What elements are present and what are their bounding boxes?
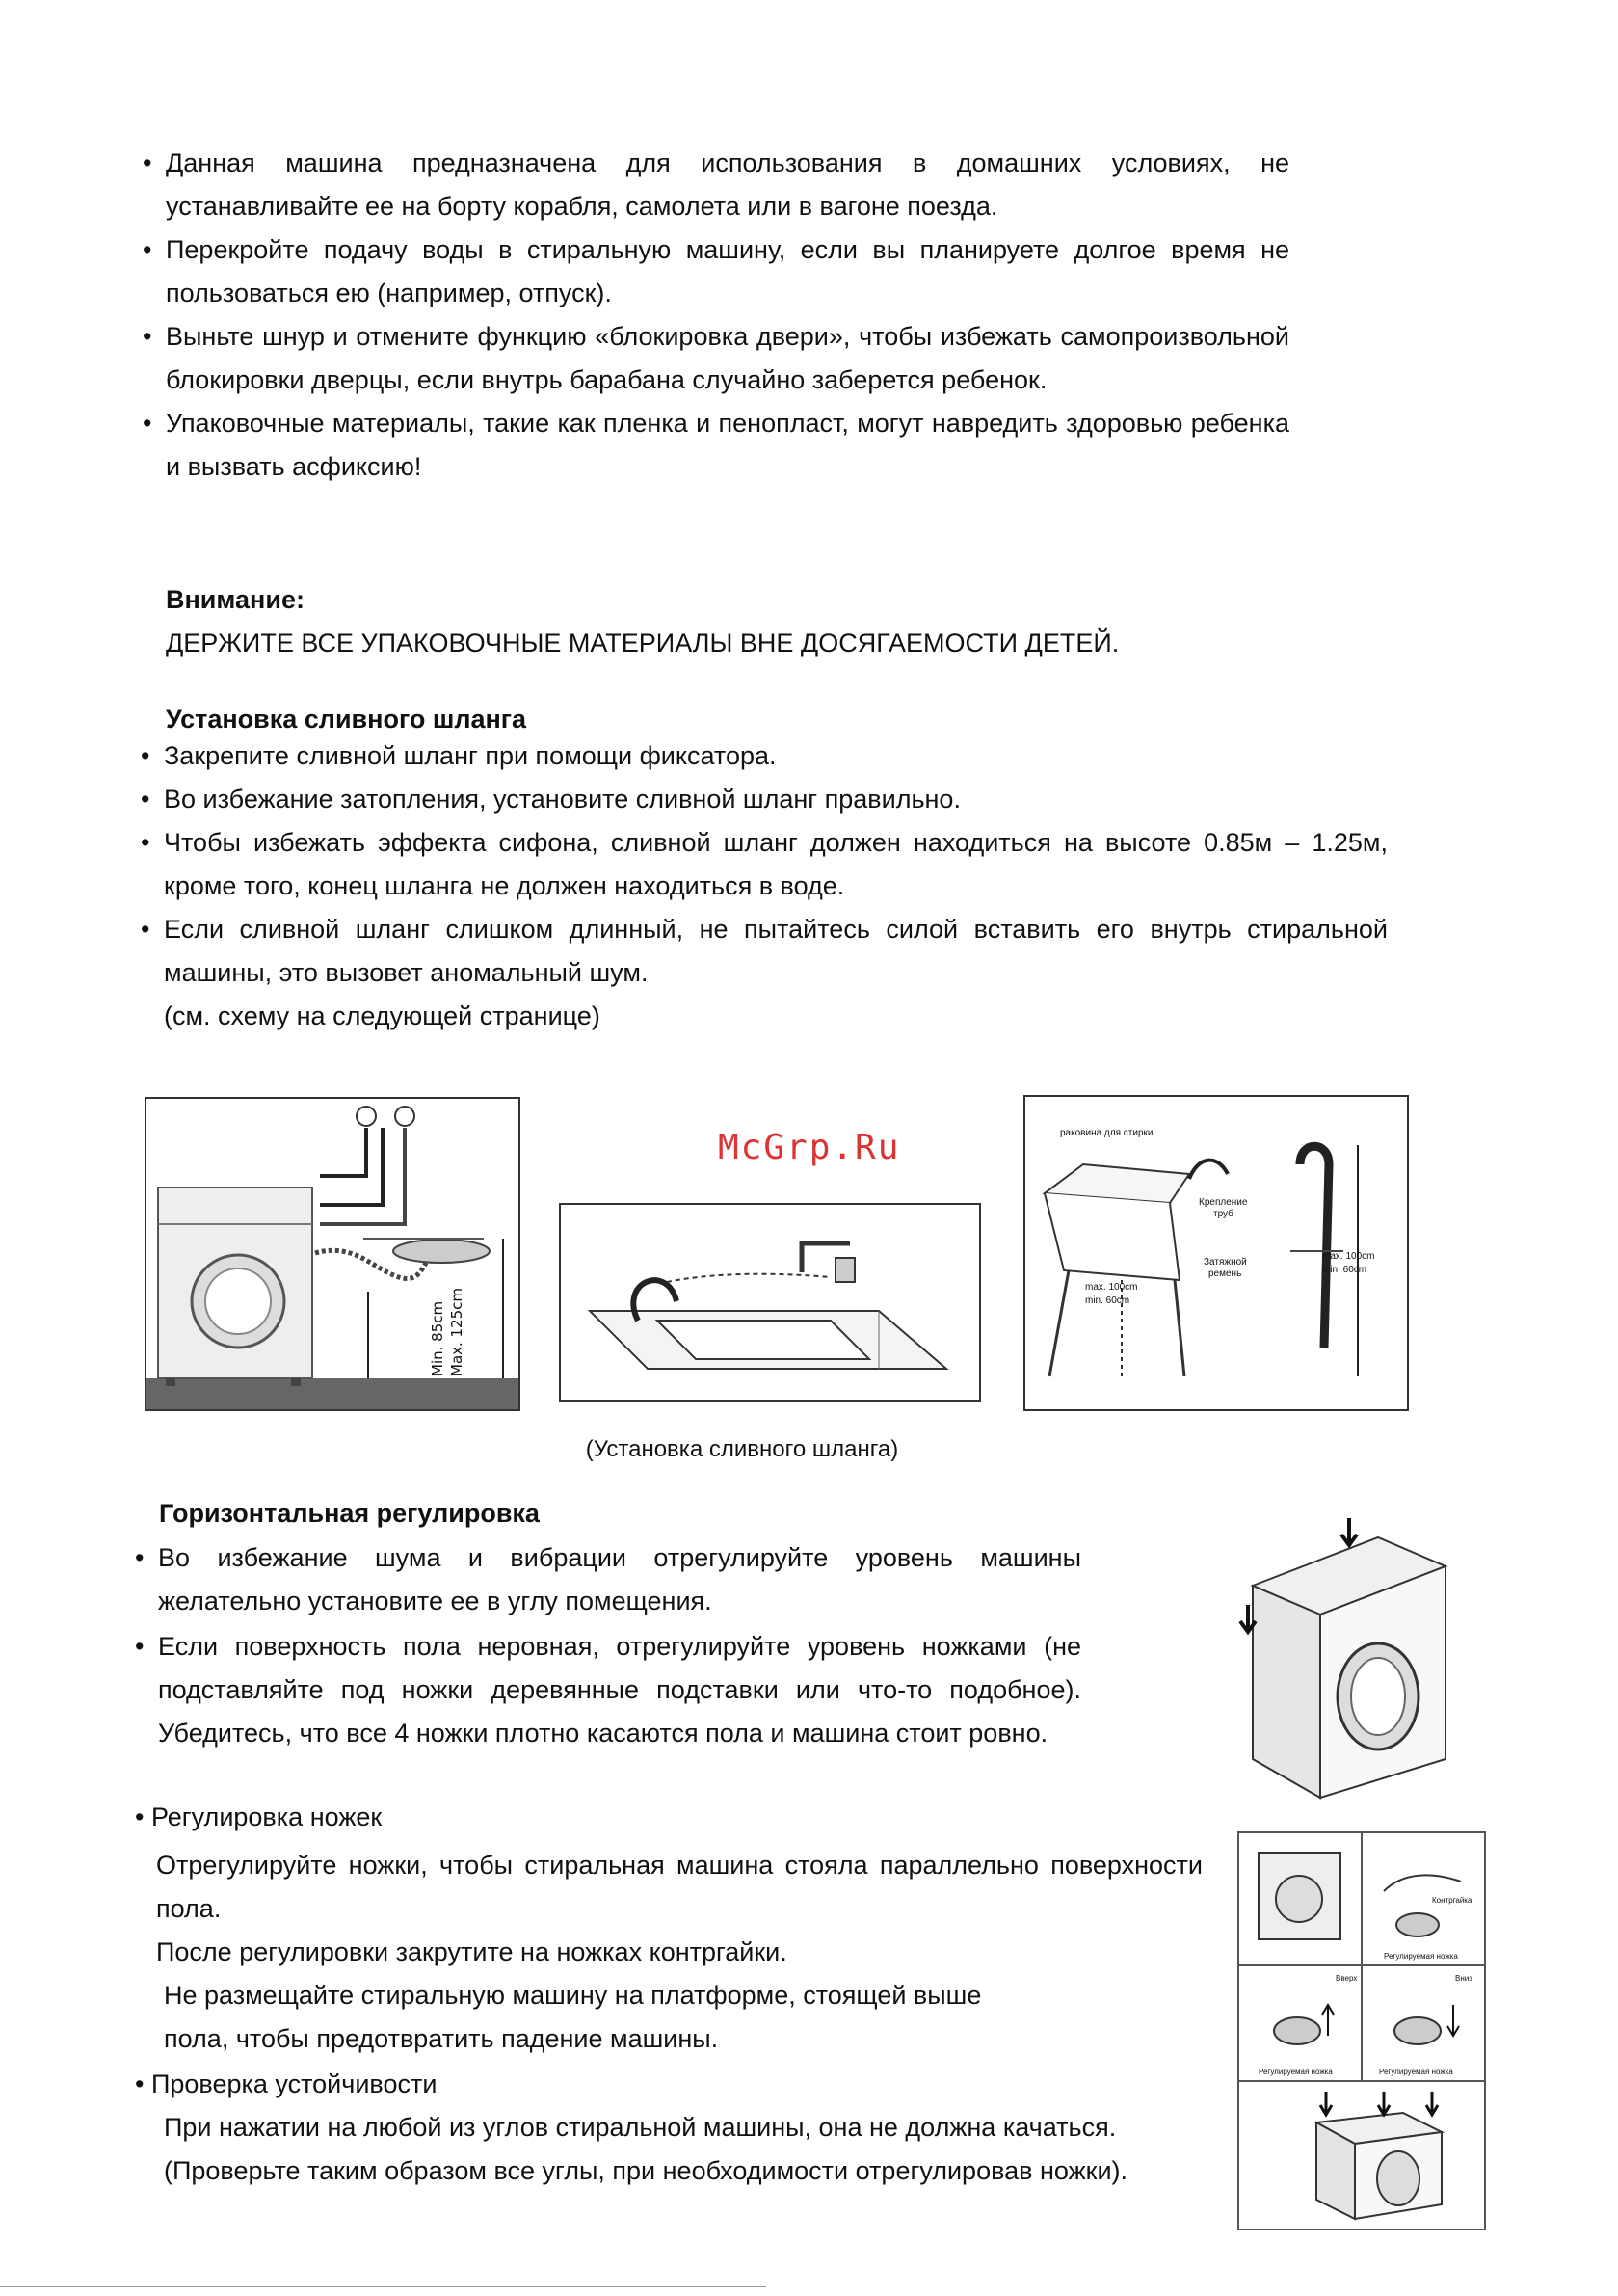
level-section-title: Горизонтальная регулировка (159, 1499, 540, 1528)
bullet-icon: • (135, 1543, 145, 1572)
max-height-label: Max. 125cm (448, 1287, 465, 1376)
feet-text-1: Отрегулируйте ножки, чтобы стиральная машина стояла параллельно поверхности пола. (156, 1851, 1203, 1923)
warning-text: ДЕРЖИТЕ ВСЕ УПАКОВОЧНЫЕ МАТЕРИАЛЫ ВНЕ ДОСЯГАЕМОСТИ ДЕТЕЙ. (166, 628, 1120, 657)
hose-section-title: Установка сливного шланга (166, 705, 527, 734)
list-item: • Если сливной шланг слишком длинный, не пытайтесь силой вставить его внутрь стиральной машины, это вызовет аномальный шум. (141, 908, 1388, 995)
sink-label: раковина для стирки (1060, 1128, 1154, 1138)
figure-sink-hook (559, 1203, 981, 1402)
hose-note: (см. схему на следующей странице) (164, 1001, 600, 1030)
pipe-mount-label: Крепление (1199, 1197, 1248, 1208)
bullet-icon: • (135, 2069, 145, 2098)
bullet-icon: • (135, 1802, 145, 1831)
list-item: • Во избежание шума и вибрации отрегулируйте уровень машины желательно установите ее в углу помещения. (135, 1536, 1081, 1623)
foot-adjust-illustration (1239, 1833, 1484, 2229)
machine-level-illustration (1224, 1508, 1455, 1817)
bullet-icon: • (143, 322, 152, 351)
warning-block (166, 578, 1322, 665)
list-item: • Если поверхность пола неровная, отрегулируйте уровень ножками (не подставляйте под ножки деревянные подставки или что-то подобное). Убедитесь, что все 4 ножки плотно касаются пола и машина стоит ровно. (135, 1625, 1081, 1755)
warning-title: Внимание: (166, 585, 305, 614)
feet-text-3: Не размещайте стиральную машину на платформе, стоящей выше (164, 1981, 982, 2010)
standpipe-max-label: max. 100cm (1322, 1251, 1375, 1262)
feet-title-row (135, 1796, 382, 1839)
strap-label-2: ремень (1208, 1268, 1242, 1279)
bullet-icon: • (143, 409, 152, 438)
stability-title: Проверка устойчивости (150, 2069, 438, 2098)
level-list (135, 1536, 1081, 1755)
tub-max-label: max. 100cm (1085, 1282, 1138, 1293)
adjustable-foot-label: Регулируемая ножка (1384, 1952, 1458, 1961)
stability-text-2: (Проверьте таким образом все углы, при необходимости отрегулировав ножки). (164, 2156, 1128, 2185)
figure-laundry-tub (1023, 1095, 1409, 1411)
figure-hose-height (145, 1097, 520, 1411)
list-item: • Упаковочные материалы, такие как пленка и пенопласт, могут навредить здоровью ребенка и вызвать асфиксию! (143, 402, 1289, 489)
stability-text-1: При нажатии на любой из углов стиральной машины, она не должна качаться. (164, 2113, 1117, 2142)
bullet-icon: • (141, 741, 150, 770)
bullet-icon: • (143, 148, 152, 177)
hose-height-illustration (146, 1099, 518, 1409)
watermark: McGrp.Ru (718, 1128, 901, 1167)
bullet-icon: • (135, 1632, 145, 1661)
sink-illustration (561, 1205, 979, 1400)
hose-list (141, 734, 1388, 1038)
bullet-icon: • (143, 235, 152, 264)
bullet-icon: • (141, 785, 150, 814)
list-item: • Во избежание затопления, установите сливной шланг правильно. (141, 778, 1388, 821)
locknut-label: Контргайка (1432, 1896, 1472, 1905)
feet-title: Регулировка ножек (150, 1802, 383, 1831)
list-item: • Чтобы избежать эффекта сифона, сливной шланг должен находиться на высоте 0.85м – 1.25м, кроме того, конец шланга не должен находиться в воде. (141, 821, 1388, 908)
bullet-icon: • (141, 915, 150, 944)
strap-label: Затяжной (1204, 1257, 1247, 1268)
list-item: • Закрепите сливной шланг при помощи фиксатора. (141, 734, 1388, 778)
footer-rule (0, 2286, 766, 2287)
list-item: • Перекройте подачу воды в стиральную машину, если вы планируете долгое время не пользоваться ею (например, отпуск). (143, 228, 1289, 315)
list-item: • Выньте шнур и отмените функцию «блокировка двери», чтобы избежать самопроизвольной блокировки дверцы, если внутрь барабана случайно заберется ребенок. (143, 315, 1289, 402)
feet-text-2: После регулировки закрутите на ножках контргайки. (156, 1937, 787, 1966)
bullet-icon: • (141, 828, 150, 857)
min-height-label: Min. 85cm (429, 1300, 446, 1376)
figure-caption: (Установка сливного шланга) (585, 1436, 899, 1462)
standpipe-min-label: min. 60cm (1322, 1265, 1367, 1275)
laundry-tub-illustration (1025, 1097, 1407, 1409)
down-label: Вниз (1455, 1974, 1472, 1983)
stability-title-row (135, 2063, 437, 2106)
feet-text-4: пола, чтобы предотвратить падение машины. (164, 2024, 719, 2053)
safety-list (143, 142, 1289, 489)
up-label: Вверх (1336, 1974, 1358, 1983)
foot-adjust-panel (1237, 1831, 1486, 2230)
tub-min-label: min. 60cm (1085, 1295, 1130, 1306)
list-item: • Данная машина предназначена для использования в домашних условиях, не устанавливайте ее на борту корабля, самолета или в вагоне поезда. (143, 142, 1289, 228)
pipe-mount-label-2: труб (1213, 1209, 1233, 1219)
adjustable-foot-label-2: Регулируемая ножка (1259, 2068, 1333, 2076)
adjustable-foot-label-3: Регулируемая ножка (1379, 2068, 1453, 2076)
